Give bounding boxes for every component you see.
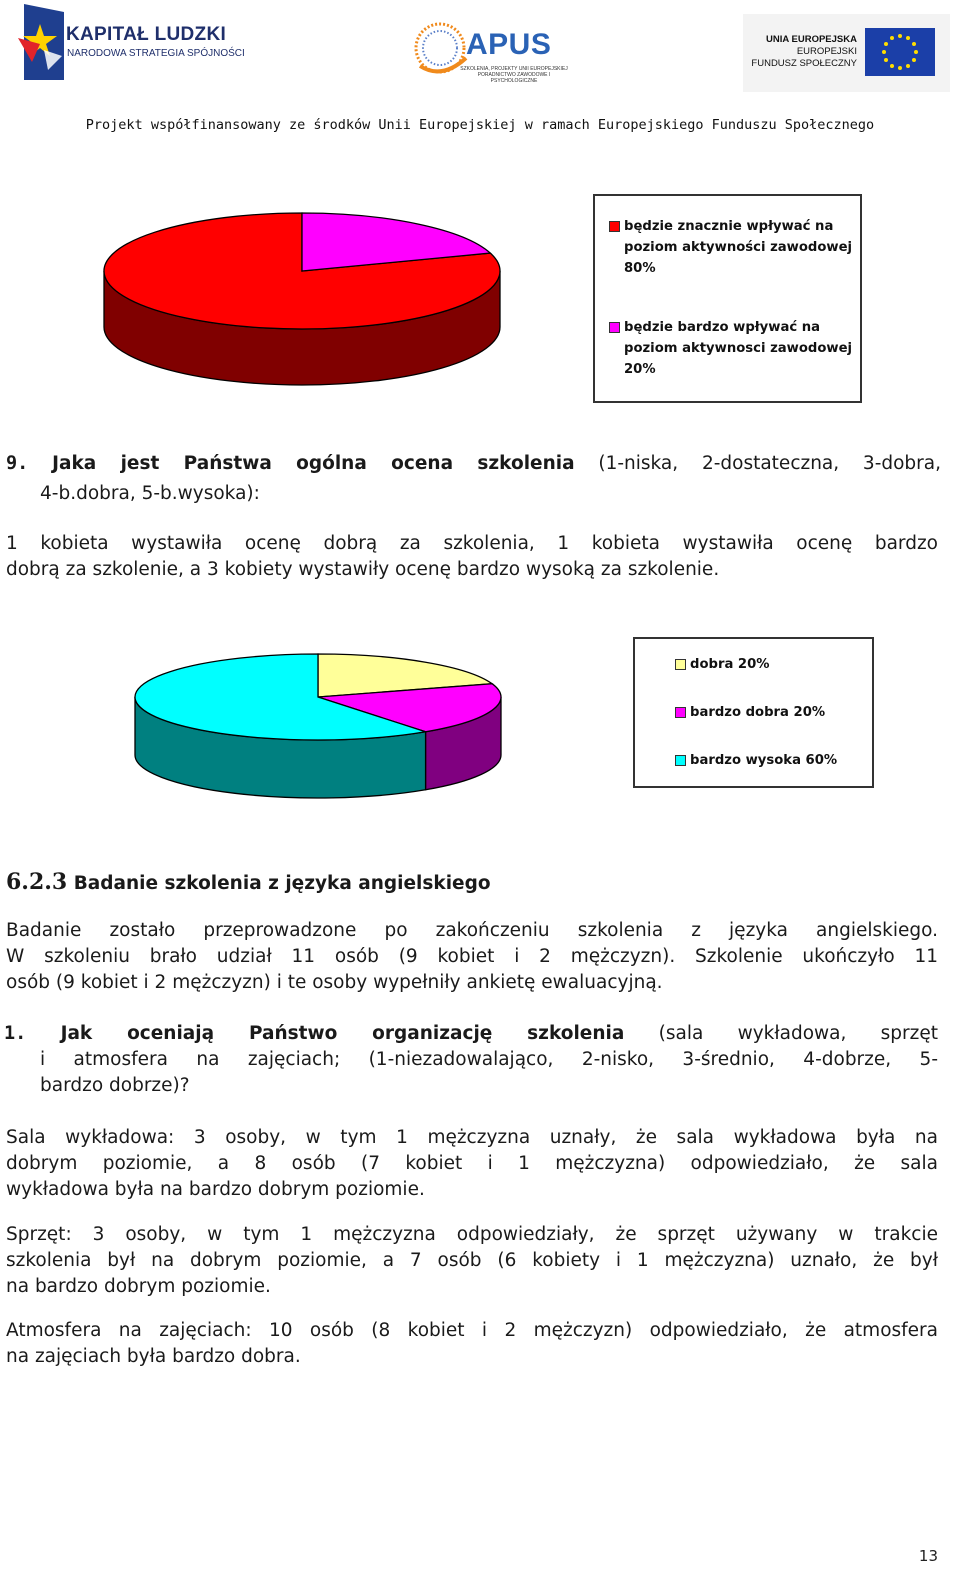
legend-label-1-line1: będzie bardzo wpływać na (624, 320, 821, 335)
legend-swatch-bardzo-dobra (675, 707, 686, 718)
answer-sala-line-3: wykładowa była na bardzo dobrym poziomie. (6, 1179, 425, 1200)
paragraph-intro (6, 918, 938, 996)
apus-title: APUS (466, 28, 552, 61)
apus-subtitle: SZKOLENIA, PROJEKTY UNII EUROPEJSKIEJ PORADNICTWO ZAWODOWE I PSYCHOLOGICZNE (460, 66, 568, 84)
answer-sprzet-line-2: szkolenia był na dobrym poziomie, a 7 osób (6 kobiety i 1 mężczyzna) uznało, że był (6, 1250, 938, 1271)
kapital-ludzki-star-icon (18, 4, 64, 80)
question-9-answer (6, 531, 938, 583)
question-1-number: 1. (4, 1023, 27, 1044)
eu-logo (743, 14, 950, 92)
legend-swatch-bardzo-wysoka (675, 755, 686, 766)
kapital-ludzki-title: KAPITAŁ LUDZKI (66, 24, 227, 45)
question-9-line-2: 4-b.dobra, 5-b.wysoka): (40, 483, 260, 504)
legend-label-1-line2: poziom aktywnosci zawodowej (624, 341, 853, 356)
eu-flag-icon (865, 28, 935, 76)
section-number: 6.2.3 (6, 869, 68, 895)
apus-logo (412, 18, 572, 84)
answer-sala-line-1: Sala wykładowa: 3 osoby, w tym 1 mężczyzna uznały, że sala wykładowa była na (6, 1127, 938, 1148)
answer-sala-line-2: dobrym poziomie, a 8 osób (7 kobiet i 1 mężczyzna) odpowiedziało, że sala (6, 1153, 938, 1174)
answer-sprzet-line-3: na bardzo dobrym poziomie. (6, 1276, 271, 1297)
answer-sala (6, 1125, 938, 1203)
answer-atmosfera-line-1: Atmosfera na zajęciach: 10 osób (8 kobiet i 2 mężczyzn) odpowiedziało, że atmosfera (6, 1320, 938, 1341)
legend-label-0-line3: 80% (624, 261, 656, 276)
legend-label-1-line3: 20% (624, 362, 656, 377)
pie-chart-activity (100, 195, 510, 400)
eu-text (749, 34, 857, 70)
section-heading (6, 869, 906, 897)
question-9-answer-line-2: dobrą za szkolenie, a 3 kobiety wystawiły ocenę bardzo wysoką za szkolenie. (6, 559, 720, 580)
legend-swatch-1 (609, 322, 620, 333)
legend-label-1 (624, 317, 860, 380)
legend-label-bardzo-wysoka: bardzo wysoka 60% (690, 753, 838, 768)
kapital-ludzki-subtitle: NARODOWA STRATEGIA SPÓJNOŚCI (67, 48, 245, 59)
question-9 (6, 451, 941, 507)
question-1-aspects: (sala wykładowa, sprzęt (624, 1023, 938, 1044)
legend-activity (593, 194, 862, 403)
question-1-title: Jak oceniają Państwo organizację szkolenia (60, 1023, 625, 1044)
legend-rating (633, 637, 874, 788)
question-1-line-2: i atmosfera na zajęciach; (1-niezadowalająco, 2-nisko, 3-średnio, 4-dobrze, 5- (40, 1049, 938, 1070)
question-9-number: 9. (6, 453, 29, 474)
legend-label-dobra: dobra 20% (690, 657, 770, 672)
paragraph-intro-line-2: W szkoleniu brało udział 11 osób (9 kobiet i 2 mężczyzn). Szkolenie ukończyło 11 (6, 946, 938, 967)
question-9-answer-line-1: 1 kobieta wystawiła ocenę dobrą za szkolenia, 1 kobieta wystawiła ocenę bardzo (6, 533, 938, 554)
eu-line-2: EUROPEJSKI (796, 46, 857, 57)
legend-swatch-dobra (675, 659, 686, 670)
eu-line-3: FUNDUSZ SPOŁECZNY (751, 58, 857, 69)
question-1 (4, 1021, 938, 1099)
question-9-line-1 (6, 451, 941, 477)
answer-atmosfera-line-2: na zajęciach była bardzo dobra. (6, 1346, 301, 1367)
header-logos (0, 0, 960, 100)
legend-label-0-line1: będzie znacznie wpływać na (624, 219, 834, 234)
section-title: Badanie szkolenia z języka angielskiego (67, 873, 491, 894)
kapital-ludzki-logo (18, 4, 248, 80)
answer-atmosfera (6, 1318, 938, 1370)
cofinancing-note: Projekt współfinansowany ze środków Unii Europejskiej w ramach Europejskiego Funduszu Społecznego (85, 117, 875, 133)
question-9-scale: (1-niska, 2-dostateczna, 3-dobra, (574, 453, 942, 474)
legend-label-0-line2: poziom aktywności zawodowej (624, 240, 853, 255)
eu-line-1: UNIA EUROPEJSKA (766, 34, 857, 45)
legend-label-0 (624, 216, 860, 279)
paragraph-intro-line-3: osób (9 kobiet i 2 mężczyzn) i te osoby wypełniły ankietę ewaluacyjną. (6, 972, 663, 993)
question-1-line-1 (4, 1021, 938, 1047)
legend-label-bardzo-dobra: bardzo dobra 20% (690, 705, 826, 720)
page-number: 13 (918, 1547, 938, 1565)
question-9-title: Jaka jest Państwa ogólna ocena szkolenia (52, 453, 575, 474)
paragraph-intro-line-1: Badanie zostało przeprowadzone po zakończeniu szkolenia z języka angielskiego. (6, 920, 938, 941)
legend-swatch-0 (609, 221, 620, 232)
answer-sprzet (6, 1222, 938, 1300)
answer-sprzet-line-1: Sprzęt: 3 osoby, w tym 1 mężczyzna odpowiedziały, że sprzęt używany w trakcie (6, 1224, 938, 1245)
pie-chart-rating (128, 645, 508, 805)
question-1-line-3: bardzo dobrze)? (40, 1075, 190, 1096)
